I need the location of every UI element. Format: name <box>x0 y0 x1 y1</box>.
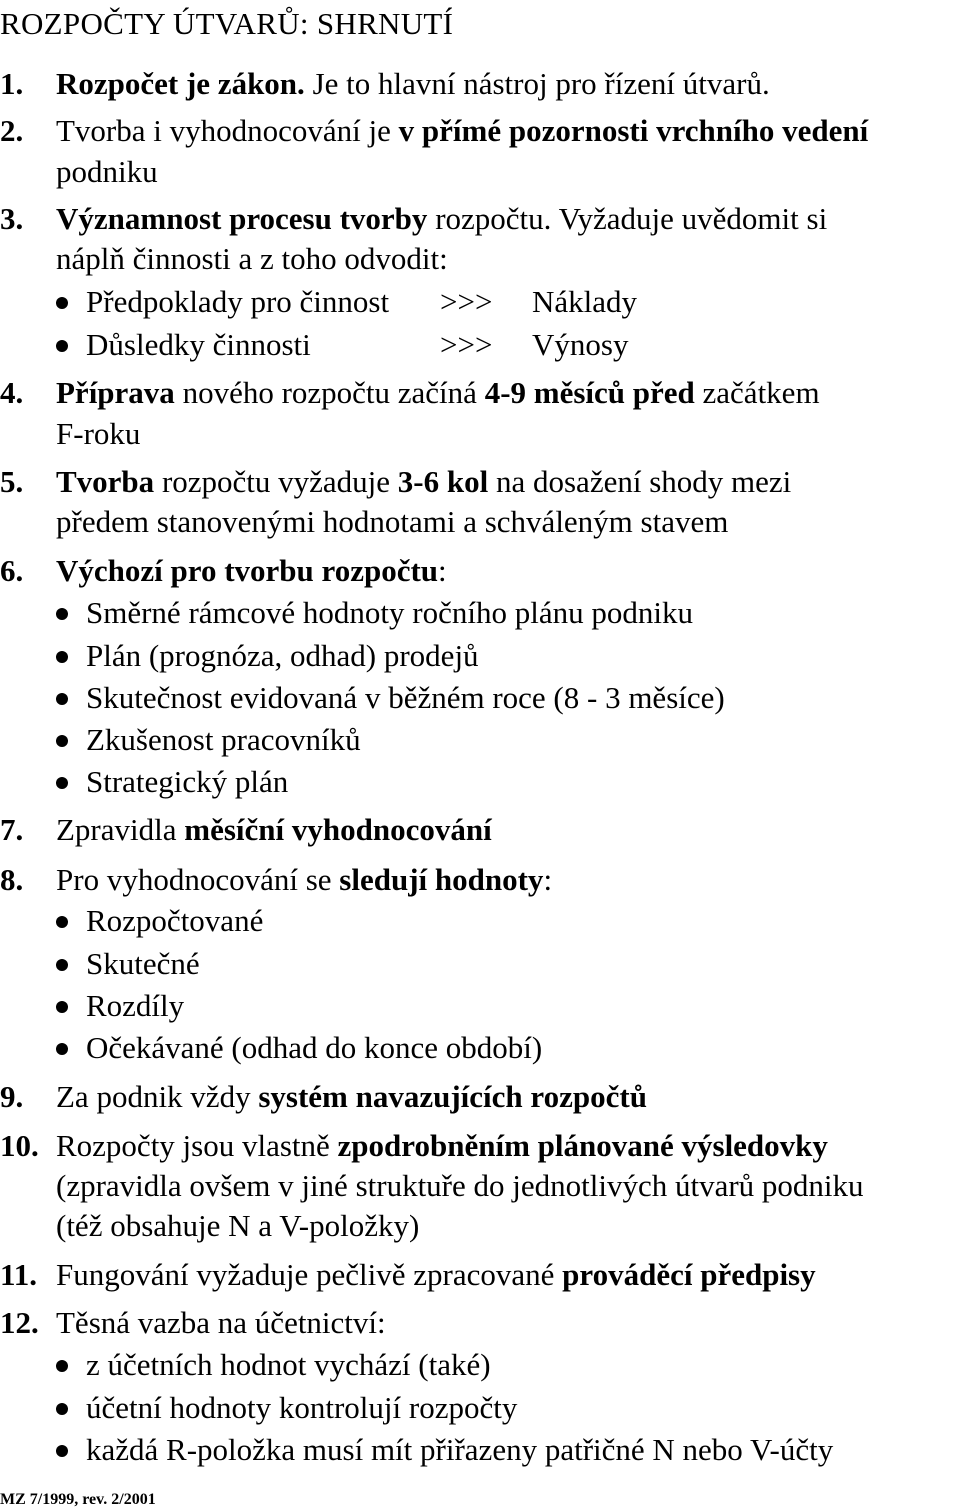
item-text: (též obsahuje N a V-položky) <box>56 1208 420 1243</box>
result-text: Náklady <box>532 284 638 319</box>
bullet-text: Zkušenost pracovníků <box>86 722 361 757</box>
bullet-text: Plán (prognóza, odhad) prodejů <box>86 638 479 673</box>
item-text: Rozpočty jsou vlastně <box>56 1128 338 1163</box>
bullet-text: Důsledky činnosti <box>86 327 311 362</box>
item-text: Zpravidla <box>56 812 185 847</box>
item-number: 4. <box>0 375 24 410</box>
item-bold-text: systém navazujících rozpočtů <box>258 1079 647 1114</box>
arrow-text: >>> <box>440 284 493 319</box>
bullet-text: Předpoklady pro činnost <box>86 284 390 319</box>
item-bold-text: Příprava <box>56 375 175 410</box>
bullet-text: Strategický plán <box>86 764 289 799</box>
item-bold-text: 4-9 měsíců před <box>484 375 695 410</box>
item-text: (zpravidla ovšem v jiné struktuře do jednotlivých útvarů podniku <box>56 1168 864 1203</box>
bullet-icon <box>56 1445 68 1457</box>
result-text: Výnosy <box>532 327 629 362</box>
item-number: 2. <box>0 113 24 148</box>
item-bold-text: zpodrobněním plánované výsledovky <box>337 1128 828 1163</box>
item-text: : <box>438 553 447 588</box>
item-bold-text: měsíční vyhodnocování <box>184 812 492 847</box>
item-text: : <box>543 862 553 897</box>
item-bold-text: prováděcí předpisy <box>562 1257 816 1292</box>
bullet-text: z účetních hodnot vychází (také) <box>86 1347 491 1382</box>
bullet-icon <box>56 1001 68 1013</box>
item-number: 5. <box>0 464 24 499</box>
bullet-text: každá R-položka musí mít přiřazeny patřičné N nebo V-účty <box>86 1432 834 1467</box>
item-text: Tvorba i vyhodnocování je <box>56 113 399 148</box>
item-bold-text: sledují hodnoty <box>339 862 544 897</box>
bullet-icon <box>56 340 68 352</box>
bullet-icon <box>56 1043 68 1055</box>
item-text: na dosažení shody mezi <box>488 464 792 499</box>
item-text: předem stanovenými hodnotami a schváleným stavem <box>56 504 729 539</box>
item-number: 7. <box>0 812 24 847</box>
bullet-icon <box>56 916 68 928</box>
item-number: 11. <box>0 1257 38 1292</box>
item-text: začátkem <box>694 375 820 410</box>
bullet-icon <box>56 608 68 620</box>
bullet-text: účetní hodnoty kontrolují rozpočty <box>86 1390 518 1425</box>
bullet-icon <box>56 297 68 309</box>
item-number: 3. <box>0 201 24 236</box>
item-bold-text: Výchozí pro tvorbu rozpočtu <box>56 553 439 588</box>
bullet-text: Rozpočtované <box>86 903 264 938</box>
item-text: Fungování vyžaduje pečlivě zpracované <box>56 1257 563 1292</box>
bullet-icon <box>56 777 68 789</box>
item-number: 8. <box>0 862 24 897</box>
arrow-text: >>> <box>440 327 493 362</box>
item-text: Je to hlavní nástroj pro řízení útvarů. <box>304 66 770 101</box>
item-number: 9. <box>0 1079 24 1114</box>
item-bold-text: Rozpočet je zákon. <box>56 66 305 101</box>
item-text: nového rozpočtu začíná <box>174 375 485 410</box>
bullet-text: Očekávané (odhad do konce období) <box>86 1030 543 1065</box>
bullet-text: Skutečnost evidovaná v běžném roce (8 - 3 měsíce) <box>86 680 725 715</box>
bullet-text: Skutečné <box>86 946 200 981</box>
item-text: Pro vyhodnocování se <box>56 862 340 897</box>
item-text: podniku <box>56 154 158 189</box>
item-text: Těsná vazba na účetnictví: <box>56 1305 386 1340</box>
item-text: náplň činnosti a z toho odvodit: <box>56 241 448 276</box>
item-bold-text: Významnost procesu tvorby <box>56 201 428 236</box>
item-bold-text: 3-6 kol <box>397 464 489 499</box>
item-text: rozpočtu. Vyžaduje uvědomit si <box>427 201 828 236</box>
item-number: 1. <box>0 66 24 101</box>
bullet-icon <box>56 693 68 705</box>
bullet-text: Směrné rámcové hodnoty ročního plánu podniku <box>86 595 693 630</box>
bullet-icon <box>56 1403 68 1415</box>
bullet-icon <box>56 1360 68 1372</box>
footer-revision: MZ 7/1999, rev. 2/2001 <box>0 1491 156 1508</box>
item-number: 6. <box>0 553 24 588</box>
bullet-icon <box>56 959 68 971</box>
bullet-icon <box>56 735 68 747</box>
item-text: Za podnik vždy <box>56 1079 259 1114</box>
item-text: F-roku <box>56 416 141 451</box>
item-number: 10. <box>0 1128 39 1163</box>
item-bold-text: Tvorba <box>56 464 155 499</box>
item-bold-text: v přímé pozornosti vrchního vedení <box>398 113 869 148</box>
item-number: 12. <box>0 1305 39 1340</box>
bullet-text: Rozdíly <box>86 988 185 1023</box>
page-title: ROZPOČTY ÚTVARŮ: SHRNUTÍ <box>0 6 454 41</box>
bullet-icon <box>56 651 68 663</box>
item-text: rozpočtu vyžaduje <box>154 464 398 499</box>
